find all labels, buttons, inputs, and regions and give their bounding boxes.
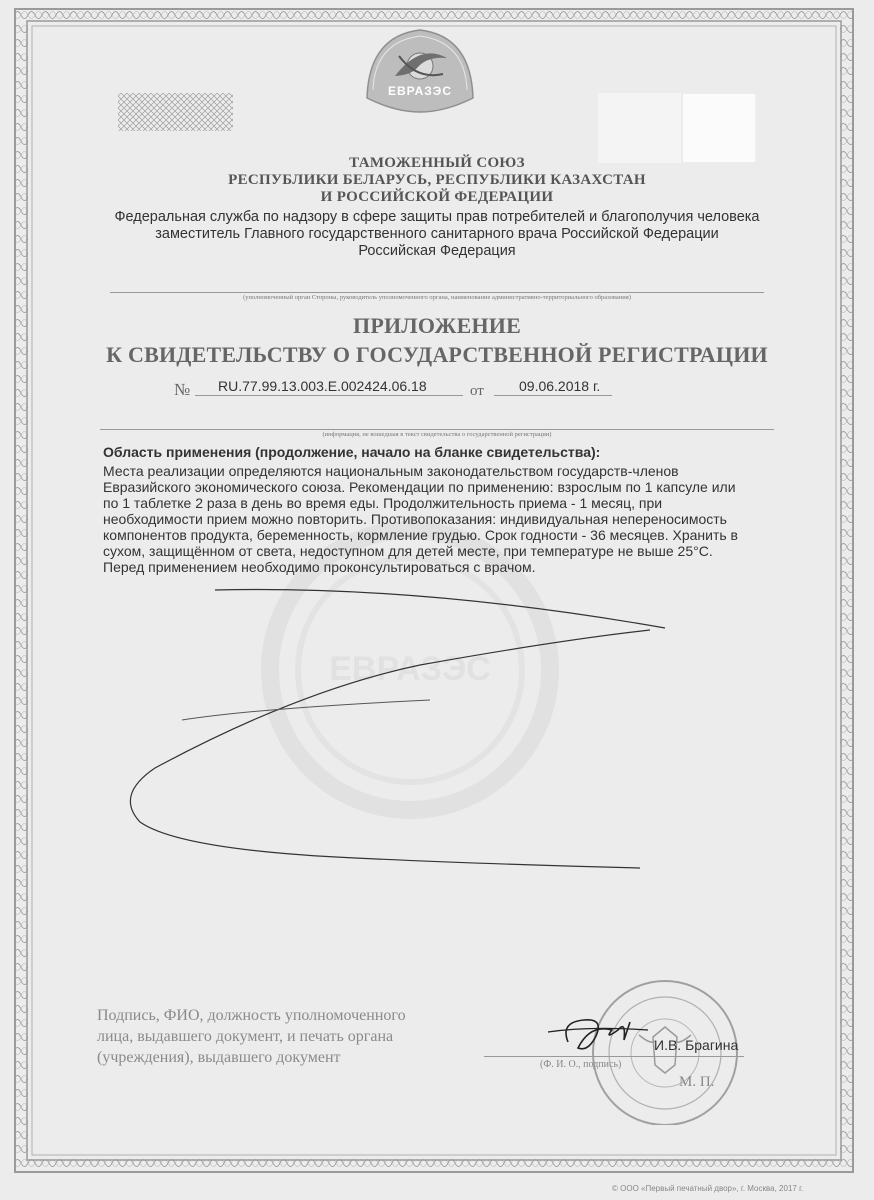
authority-line: заместитель Главного государственного санитарного врача Российской Федерации (155, 226, 719, 242)
registration-date-underline (494, 395, 612, 396)
eurasec-emblem-icon (365, 28, 475, 113)
hologram-area (598, 93, 756, 163)
registration-number-underline (195, 395, 463, 396)
customs-union-header (60, 155, 814, 206)
scope-line: компонентов продукта, беременность, кормление грудью. Срок годности - 36 месяцев. Хранить в (103, 527, 738, 543)
authority-line: Российская Федерация (358, 243, 516, 259)
signature-caption-line: Подпись, ФИО, должность уполномоченного (97, 1007, 406, 1024)
watermark-text: ЕВРАЗЭС (329, 650, 491, 688)
registration-date: 09.06.2018 г. (519, 378, 601, 394)
security-pattern (118, 93, 233, 131)
eurasec-logo-text: ЕВРАЗЭС (387, 84, 452, 98)
scope-line: Перед применением необходимо проконсультироваться с врачом. (103, 559, 536, 575)
title-line-2: К СВИДЕТЕЛЬСТВУ О ГОСУДАРСТВЕННОЙ РЕГИСТРАЦИИ (106, 342, 768, 367)
union-line: РЕСПУБЛИКИ БЕЛАРУСЬ, РЕСПУБЛИКИ КАЗАХСТАН (228, 172, 646, 188)
scope-line: Места реализации определяются национальным законодательством государств-членов (103, 463, 679, 479)
union-line: ТАМОЖЕННЫЙ СОЮЗ (349, 155, 525, 171)
signature-caption (97, 1005, 467, 1068)
registration-number: RU.77.99.13.003.E.002424.06.18 (218, 378, 427, 394)
authority-underline (110, 292, 764, 293)
document-title (60, 311, 814, 369)
scope-line: сухом, защищённом от света, недоступном для детей месте, при температуре не выше 25°C. (103, 543, 713, 559)
scope-line: необходимости прием можно повторить. Противопоказания: индивидуальная непереносимость (103, 511, 727, 527)
scope-text (103, 463, 763, 575)
authority-caption: (уполномоченный орган Стороны, руководитель уполномоченного органа, наименование административно-территориального образования) (243, 294, 631, 301)
signer-name: И.В. Брагина (654, 1037, 739, 1053)
signature-caption-line: (учреждения), выдавшего документ (97, 1049, 341, 1066)
registration-date-label: от (470, 383, 484, 399)
seal-label: М. П. (679, 1074, 715, 1090)
info-underline (100, 429, 774, 430)
signature-caption-line: лица, выдавшего документ, и печать органа (97, 1028, 394, 1045)
title-line-1: ПРИЛОЖЕНИЕ (353, 313, 521, 338)
scope-heading: Область применения (продолжение, начало на бланке свидетельства): (103, 444, 601, 460)
info-caption: (информация, не вошедшая в текст свидетельства о государственной регистрации) (322, 431, 552, 438)
authority-line: Федеральная служба по надзору в сфере защиты прав потребителей и благополучия человека (114, 209, 760, 225)
issuing-authority (60, 209, 814, 260)
union-line: И РОССИЙСКОЙ ФЕДЕРАЦИИ (320, 189, 554, 205)
printer-imprint: © ООО «Первый печатный двор», г. Москва, 2017 г. (612, 1184, 804, 1193)
signature-note: (Ф. И. О., подпись) (540, 1059, 622, 1070)
registration-number-label: № (174, 380, 191, 399)
scope-line: Евразийского экономического союза. Рекомендации по применению: взрослым по 1 капсуле или (103, 479, 736, 495)
scope-line: по 1 таблетке 2 раза в день во время еды. Продолжительность приема - 1 месяц, при (103, 495, 663, 511)
signature-underline (484, 1056, 744, 1057)
